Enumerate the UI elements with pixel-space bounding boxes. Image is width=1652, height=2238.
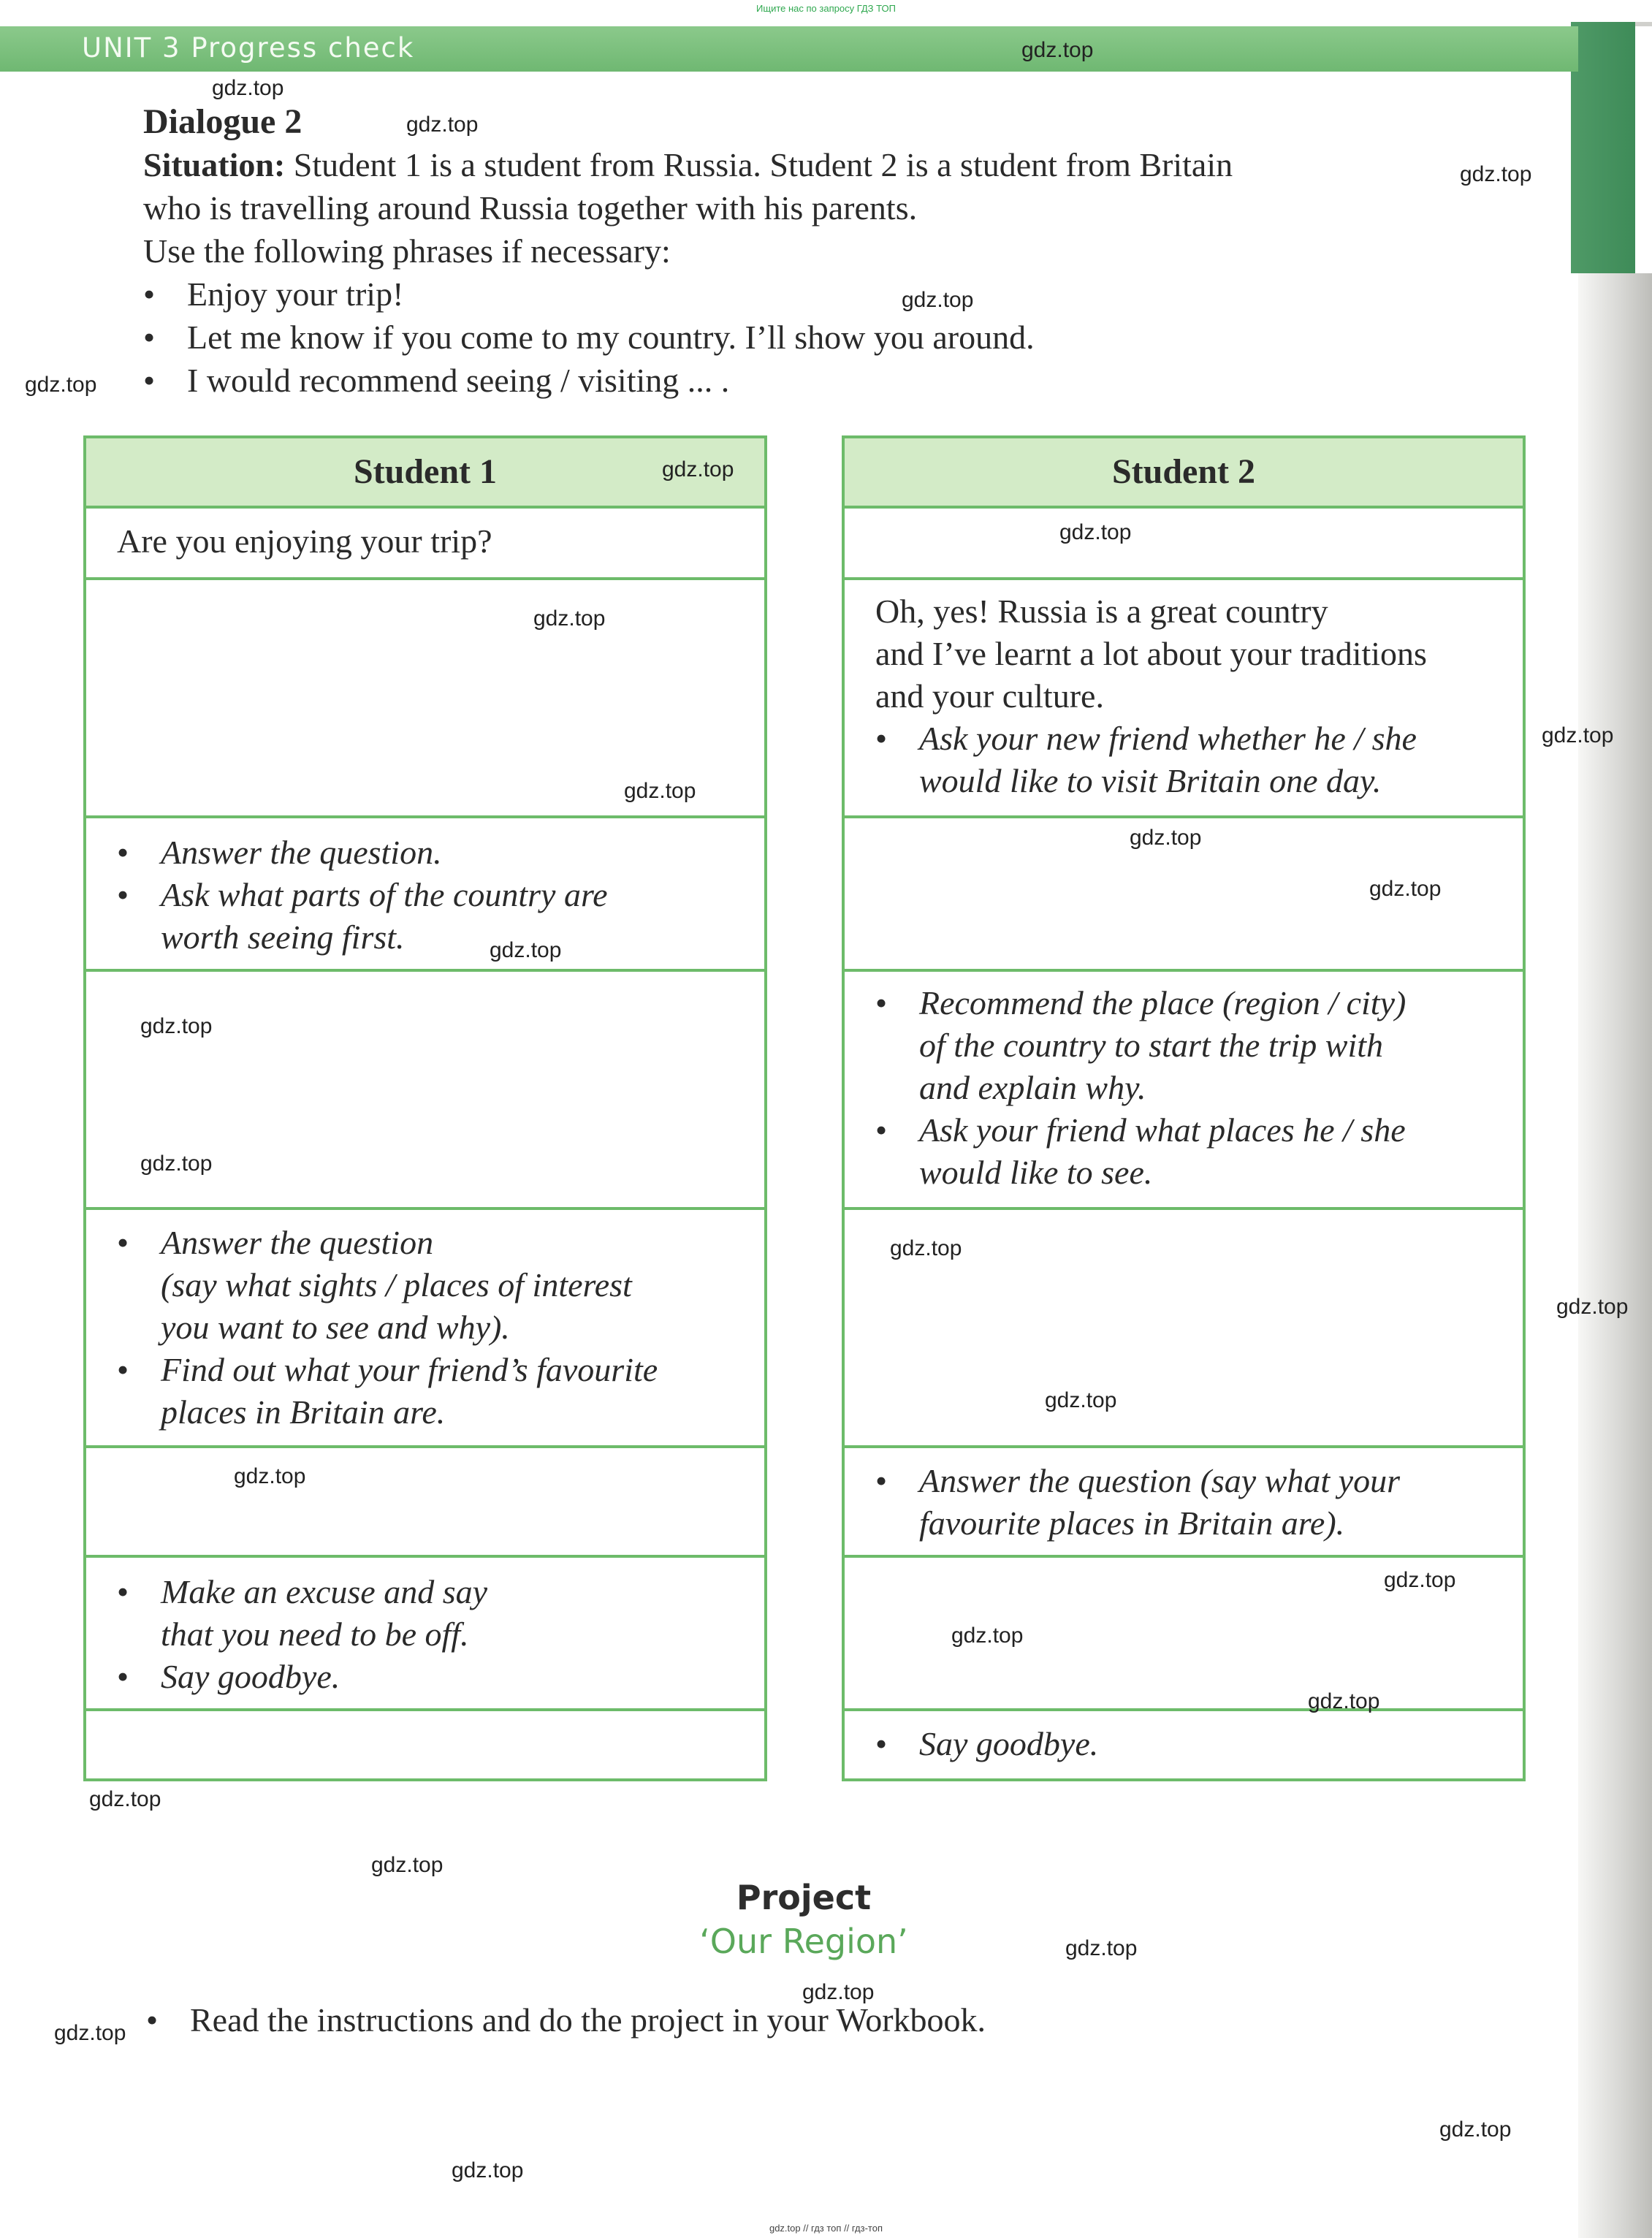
- phrase-item: • Enjoy your trip!: [143, 275, 404, 313]
- s1-row5-cell: [83, 1210, 767, 1448]
- watermark: gdz.top: [1369, 877, 1442, 901]
- s1-row3-cell: [83, 818, 767, 972]
- watermark: gdz.top: [1065, 1936, 1138, 1960]
- s1-row5-bullet: • Find out what your friend’s favourite places in Britain are.: [117, 1351, 658, 1431]
- s1-row3-bullet: • Answer the question.: [117, 834, 442, 871]
- watermark: gdz.top: [1542, 723, 1614, 747]
- s2-row8-bullet: • Say goodbye.: [875, 1725, 1099, 1762]
- s1-row7-cell: [83, 1558, 767, 1711]
- watermark: gdz.top: [140, 1014, 213, 1038]
- watermark: gdz.top: [802, 1980, 875, 2004]
- watermark: gdz.top: [1308, 1689, 1380, 1713]
- phrase-item: • I would recommend seeing / visiting ... .: [143, 362, 730, 399]
- s2-row2-line: Oh, yes! Russia is a great country: [875, 593, 1328, 630]
- top-search-note: Ищите нас по запросу ГДЗ ТОП: [756, 3, 896, 14]
- s1-row5-bullet: • Answer the question (say what sights / places of interest you want to see and why).: [117, 1224, 632, 1346]
- s2-row2-cell: [842, 580, 1526, 818]
- s2-row4-cell: [842, 972, 1526, 1210]
- watermark: gdz.top: [902, 288, 974, 312]
- s2-row1-cell: [842, 509, 1526, 580]
- s1-row8-cell: [83, 1711, 767, 1781]
- unit-header-title: UNIT 3 Progress check: [82, 32, 415, 64]
- phrases-heading: Use the following phrases if necessary:: [143, 232, 671, 270]
- s1-row1-cell: [83, 509, 767, 580]
- s1-row6-cell: [83, 1448, 767, 1558]
- s2-row6-bullet: • Answer the question (say what your favourite places in Britain are).: [875, 1462, 1400, 1542]
- project-name: ‘Our Region’: [699, 1922, 908, 1961]
- watermark: gdz.top: [624, 779, 696, 803]
- watermark: gdz.top: [89, 1787, 161, 1811]
- student1-header: Student 1: [83, 435, 767, 509]
- watermark: gdz.top: [490, 938, 562, 962]
- watermark: gdz.top: [140, 1152, 213, 1176]
- s1-row7-bullet: • Make an excuse and say that you need to be off.: [117, 1573, 488, 1653]
- phrase-item: • Let me know if you come to my country. I’ll show you around.: [143, 319, 1035, 356]
- s2-row2-bullet: • Ask your new friend whether he / she would like to visit Britain one day.: [875, 720, 1417, 799]
- s2-row8-cell: [842, 1711, 1526, 1781]
- watermark: gdz.top: [1439, 2117, 1512, 2142]
- dialogue-title: Dialogue 2: [143, 102, 302, 141]
- watermark: gdz.top: [890, 1236, 962, 1260]
- watermark: gdz.top: [662, 457, 734, 482]
- s2-row2-line: and your culture.: [875, 677, 1104, 715]
- s1-row3-bullet: • Ask what parts of the country are worth seeing first.: [117, 876, 608, 956]
- watermark: gdz.top: [533, 606, 606, 631]
- situation-line-2: who is travelling around Russia together with his parents.: [143, 189, 918, 227]
- watermark: gdz.top: [1021, 38, 1094, 62]
- watermark: gdz.top: [951, 1624, 1024, 1648]
- s1-row7-bullet: • Say goodbye.: [117, 1658, 340, 1695]
- s1-row1-text: Are you enjoying your trip?: [117, 522, 492, 560]
- student2-header: Student 2: [842, 435, 1526, 509]
- s2-row6-cell: [842, 1448, 1526, 1558]
- watermark: gdz.top: [1460, 162, 1532, 186]
- side-color-tab: [1571, 22, 1635, 273]
- s2-row4-bullet: • Ask your friend what places he / she would like to see.: [875, 1111, 1406, 1191]
- watermark: gdz.top: [212, 76, 284, 100]
- watermark: gdz.top: [234, 1464, 306, 1488]
- watermark: gdz.top: [1045, 1388, 1117, 1412]
- project-instruction: • Read the instructions and do the project in your Workbook.: [146, 2001, 986, 2039]
- s2-row2-line: and I’ve learnt a lot about your traditions: [875, 635, 1427, 672]
- watermark: gdz.top: [1384, 1568, 1456, 1592]
- watermark: gdz.top: [1556, 1295, 1629, 1319]
- watermark: gdz.top: [371, 1853, 444, 1877]
- watermark: gdz.top: [1130, 826, 1202, 850]
- s2-row4-bullet: • Recommend the place (region / city) of the country to start the trip with and explain why.: [875, 984, 1407, 1106]
- watermark: gdz.top: [452, 2158, 524, 2182]
- watermark: gdz.top: [25, 373, 97, 397]
- watermark: gdz.top: [406, 113, 479, 137]
- bottom-footer-note: gdz.top // гдз топ // гдз-топ: [769, 2223, 883, 2234]
- situation-line-1: Situation: Student 1 is a student from Russia. Student 2 is a student from Britain: [143, 146, 1233, 183]
- watermark: gdz.top: [1059, 520, 1132, 544]
- watermark: gdz.top: [54, 2021, 126, 2045]
- project-label: Project: [736, 1878, 872, 1917]
